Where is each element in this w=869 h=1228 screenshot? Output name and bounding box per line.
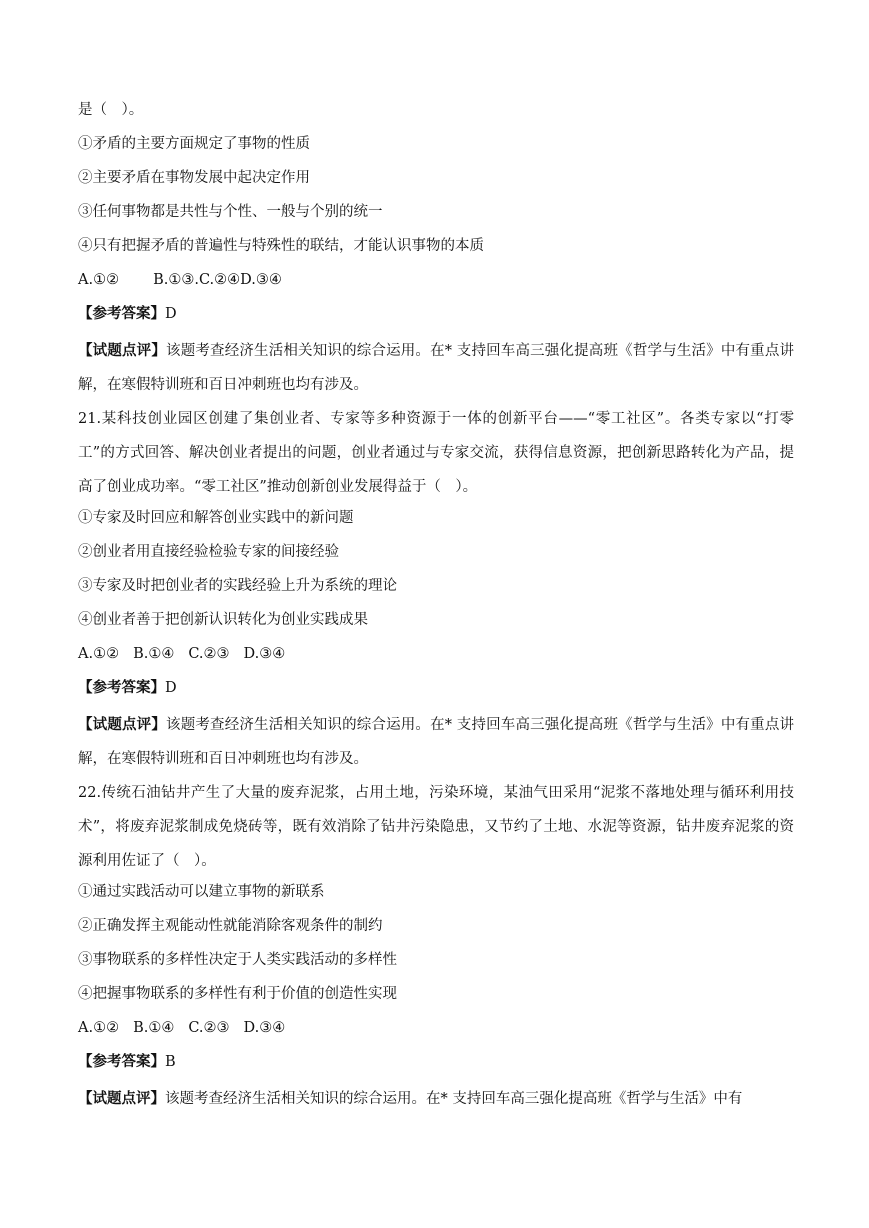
q21-answer-value: D [165,680,177,696]
q22-choice-b: B.①④ [133,1020,175,1036]
q21-comment-label: 【试题点评】 [78,716,167,733]
q21-answer-label: 【参考答案】 [78,679,165,696]
question-comment [78,334,794,402]
comment-text: 该题考查经济生活相关知识的综合运用。在* 支持回车高三强化提高班《哲学与生活》中有重点讲解，在寒假特训班和百日冲刺班也均有涉及。 [78,343,795,393]
answer-choices [78,266,794,300]
option-2: ②主要矛盾在事物发展中起决定作用 [78,170,310,186]
option-4: ④只有把握矛盾的普遍性与特殊性的联结，才能认识事物的本质 [78,238,484,254]
answer-value: D [165,306,177,322]
choice-d: D.③④ [240,272,282,288]
q21-choice-b: B.①④ [133,646,175,662]
choice-b: B.①③. [153,272,199,288]
q22-answer-label: 【参考答案】 [78,1053,165,1070]
q22-comment-label: 【试题点评】 [78,1090,165,1107]
document-page [78,96,794,1116]
q22-choice-d: D.③④ [243,1020,286,1036]
answer-label: 【参考答案】 [78,305,165,322]
q21-option-3: ③专家及时把创业者的实践经验上升为系统的理论 [78,578,397,594]
q22-option-1: ①通过实践活动可以建立事物的新联系 [78,884,325,900]
q22-comment [78,1082,794,1116]
q22-option-4: ④把握事物联系的多样性有利于价值的创造性实现 [78,986,397,1002]
q21-comment-text: 该题考查经济生活相关知识的综合运用。在* 支持回车高三强化提高班《哲学与生活》中有重点讲解，在寒假特训班和百日冲刺班也均有涉及。 [78,717,795,767]
q21-choice-a: A.①② [78,646,120,662]
q21-option-1: ①专家及时回应和解答创业实践中的新问题 [78,510,354,526]
reference-answer [78,300,794,334]
q22-answer-choices [78,1014,794,1048]
question-stem-tail: 是（ ）。 [78,102,144,118]
comment-label: 【试题点评】 [78,342,167,359]
q21-option-4: ④创业者善于把创新认识转化为创业实践成果 [78,612,368,628]
question-21-stem: 21.某科技创业园区创建了集创业者、专家等多种资源于一体的创新平台——“零工社区”。各类专家以“打零工”的方式回答、解决创业者提出的问题，创业者通过与专家交流，获得信息资源，把创新思路转化为产品，提高了创业成功率。“零工社区”推动创新创业发展得益于（ ）。 [78,411,794,495]
q22-option-3: ③事物联系的多样性决定于人类实践活动的多样性 [78,952,397,968]
option-3: ③任何事物都是共性与个性、一般与个别的统一 [78,204,383,220]
q21-choice-c: C.②③ [188,646,230,662]
q22-reference-answer [78,1048,794,1082]
choice-a: A.①② [78,272,120,288]
q22-choice-a: A.①② [78,1020,120,1036]
q21-answer-choices [78,640,794,674]
q22-choice-c: C.②③ [188,1020,230,1036]
q21-reference-answer [78,674,794,708]
q22-comment-text: 该题考查经济生活相关知识的综合运用。在* 支持回车高三强化提高班《哲学与生活》中有 [165,1091,743,1107]
choice-c: C.②④ [198,272,241,288]
q22-option-2: ②正确发挥主观能动性就能消除客观条件的制约 [78,918,383,934]
option-1: ①矛盾的主要方面规定了事物的性质 [78,136,310,152]
q21-option-2: ②创业者用直接经验检验专家的间接经验 [78,544,339,560]
question-22-stem: 22.传统石油钻井产生了大量的废弃泥浆，占用土地，污染环境，某油气田采用“泥浆不落地处理与循环利用技术”，将废弃泥浆制成免烧砖等，既有效消除了钻井污染隐患，又节约了土地、水泥等资源，钻井废弃泥浆的资源利用佐证了（ ）。 [78,785,794,869]
q22-answer-value: B [165,1054,176,1070]
q21-choice-d: D.③④ [243,646,286,662]
q21-comment [78,708,794,776]
